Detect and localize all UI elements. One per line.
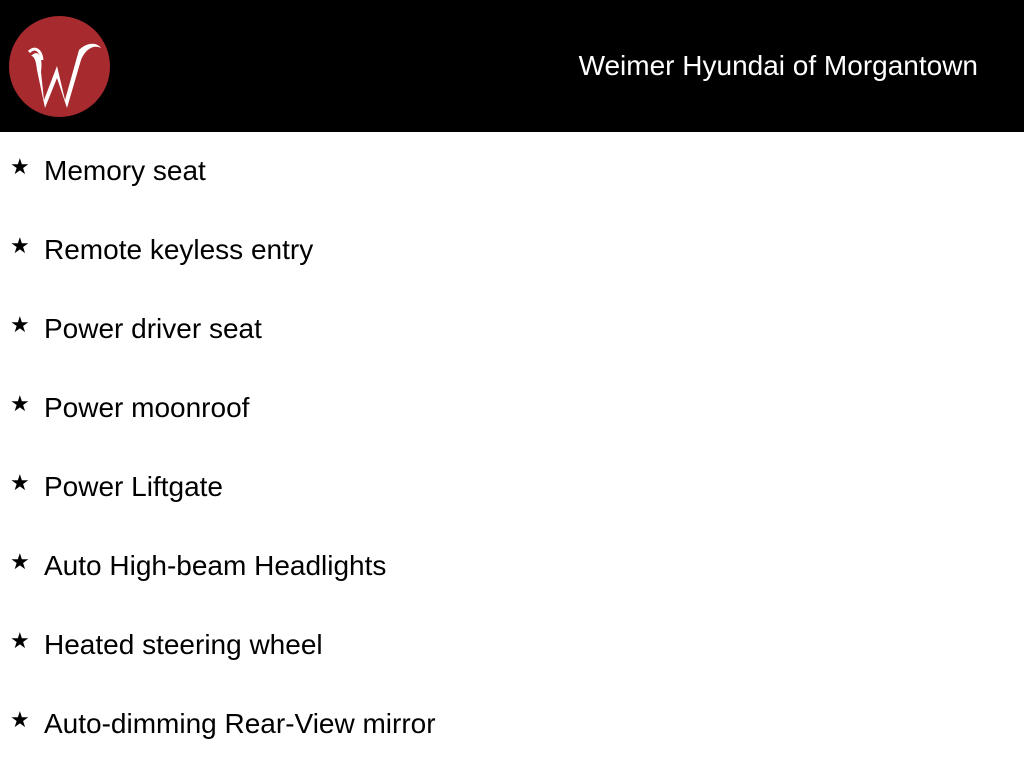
feature-label: Auto-dimming Rear-View mirror	[44, 708, 436, 739]
star-icon: ★	[10, 549, 30, 574]
feature-list	[0, 132, 1024, 764]
star-icon: ★	[10, 233, 30, 258]
feature-item	[0, 369, 1024, 448]
star-icon: ★	[10, 312, 30, 337]
star-icon: ★	[10, 470, 30, 495]
feature-item	[0, 290, 1024, 369]
feature-item	[0, 527, 1024, 606]
feature-label: Heated steering wheel	[44, 629, 323, 660]
feature-item	[0, 685, 1024, 764]
star-icon: ★	[10, 707, 30, 732]
star-icon: ★	[10, 628, 30, 653]
feature-label: Auto High-beam Headlights	[44, 550, 387, 581]
feature-label: Power moonroof	[44, 392, 250, 423]
feature-item	[0, 211, 1024, 290]
feature-item	[0, 448, 1024, 527]
feature-label: Power Liftgate	[44, 471, 223, 502]
star-icon: ★	[10, 154, 30, 179]
feature-item	[0, 132, 1024, 211]
feature-label: Remote keyless entry	[44, 234, 314, 265]
weimer-w-logo-icon	[9, 16, 110, 117]
feature-label: Power driver seat	[44, 313, 262, 344]
feature-item	[0, 606, 1024, 685]
header-bar	[0, 0, 1024, 132]
feature-label: Memory seat	[44, 155, 206, 186]
star-icon: ★	[10, 391, 30, 416]
dealer-name: Weimer Hyundai of Morgantown	[578, 50, 978, 81]
